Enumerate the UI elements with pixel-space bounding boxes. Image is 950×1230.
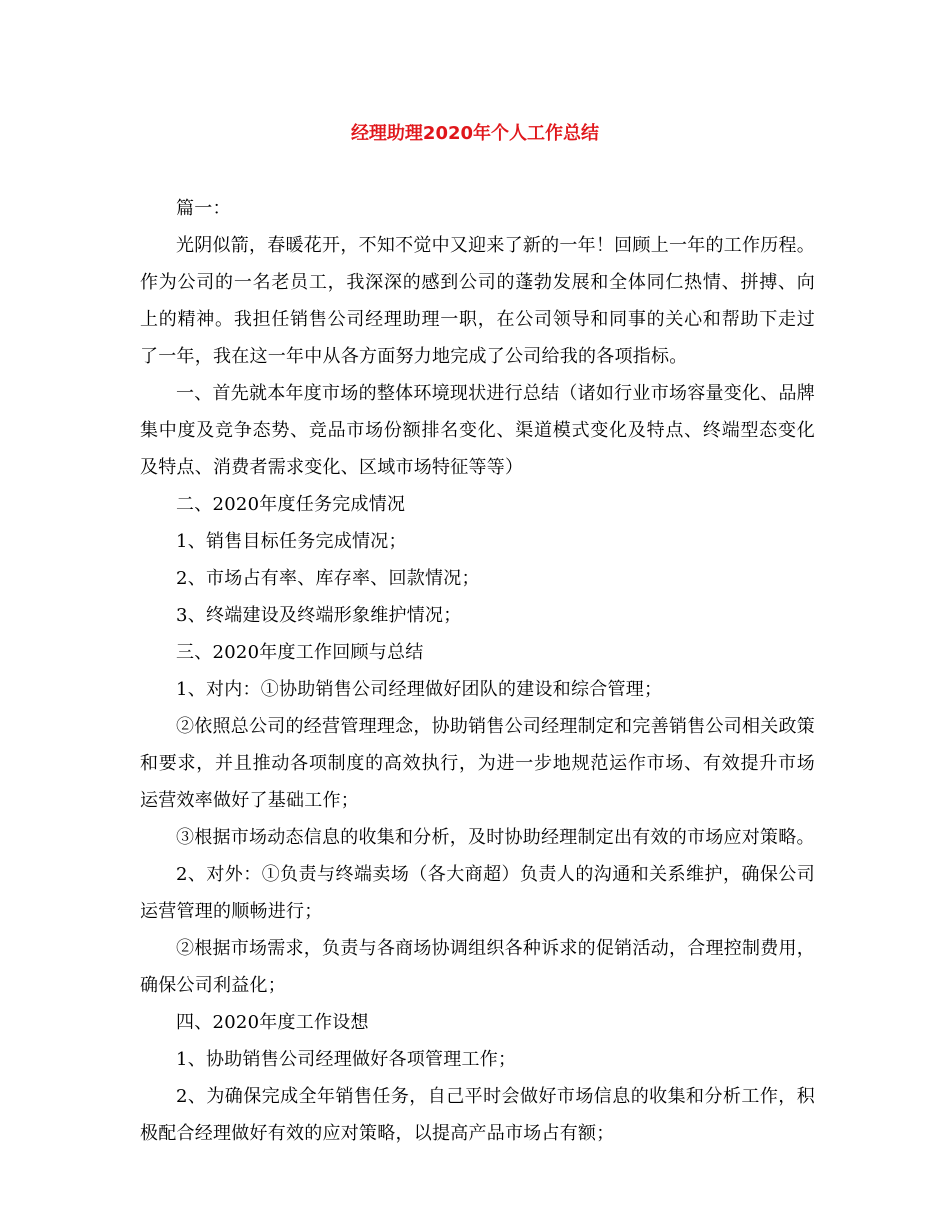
- paragraph: 二、2020年度任务完成情况: [176, 494, 406, 515]
- paragraph: 1、销售目标任务完成情况；: [176, 531, 407, 552]
- paragraph: 2、对外：①负责与终端卖场（各大商超）负责人的沟通和关系维护，确保公司运营管理的顺畅进行；: [140, 864, 815, 922]
- paragraph: ②根据市场需求，负责与各商场协调组织各种诉求的促销活动，合理控制费用，确保公司利益化；: [140, 938, 815, 996]
- paragraph: 光阴似箭，春暖花开，不知不觉中又迎来了新的一年！回顾上一年的工作历程。作为公司的一名老员工，我深深的感到公司的蓬勃发展和全体同仁热情、拼搏、向上的精神。我担任销售公司经理助理一职，在公司领导和同事的关心和帮助下走过了一年，我在这一年中从各方面努力地完成了公司给我的各项指标。: [140, 235, 815, 367]
- paragraph: 篇一：: [176, 198, 231, 219]
- paragraph: 1、协助销售公司经理做好各项管理工作；: [176, 1049, 517, 1070]
- paragraph: 1、对内：①协助销售公司经理做好团队的建设和综合管理；: [176, 679, 663, 700]
- paragraph: 2、市场占有率、库存率、回款情况；: [176, 568, 480, 589]
- paragraph: 3、终端建设及终端形象维护情况；: [176, 605, 462, 626]
- document-body: [140, 190, 815, 1152]
- paragraph: ②依照总公司的经营管理理念，协助销售公司经理制定和完善销售公司相关政策和要求，并且推动各项制度的高效执行，为进一步地规范运作市场、有效提升市场运营效率做好了基础工作；: [140, 716, 815, 811]
- paragraph: ③根据市场动态信息的收集和分析，及时协助经理制定出有效的市场应对策略。: [176, 827, 815, 848]
- paragraph: 一、首先就本年度市场的整体环境现状进行总结（诸如行业市场容量变化、品牌集中度及竞争态势、竞品市场份额排名变化、渠道模式变化及特点、终端型态变化及特点、消费者需求变化、区域市场特征等等）: [140, 383, 815, 478]
- paragraph: 2、为确保完成全年销售任务，自己平时会做好市场信息的收集和分析工作，积极配合经理做好有效的应对策略，以提高产品市场占有额；: [140, 1086, 815, 1144]
- paragraph: 三、2020年度工作回顾与总结: [176, 642, 424, 663]
- paragraph: 四、2020年度工作设想: [176, 1012, 369, 1033]
- document-title: 经理助理2020年个人工作总结: [350, 123, 600, 144]
